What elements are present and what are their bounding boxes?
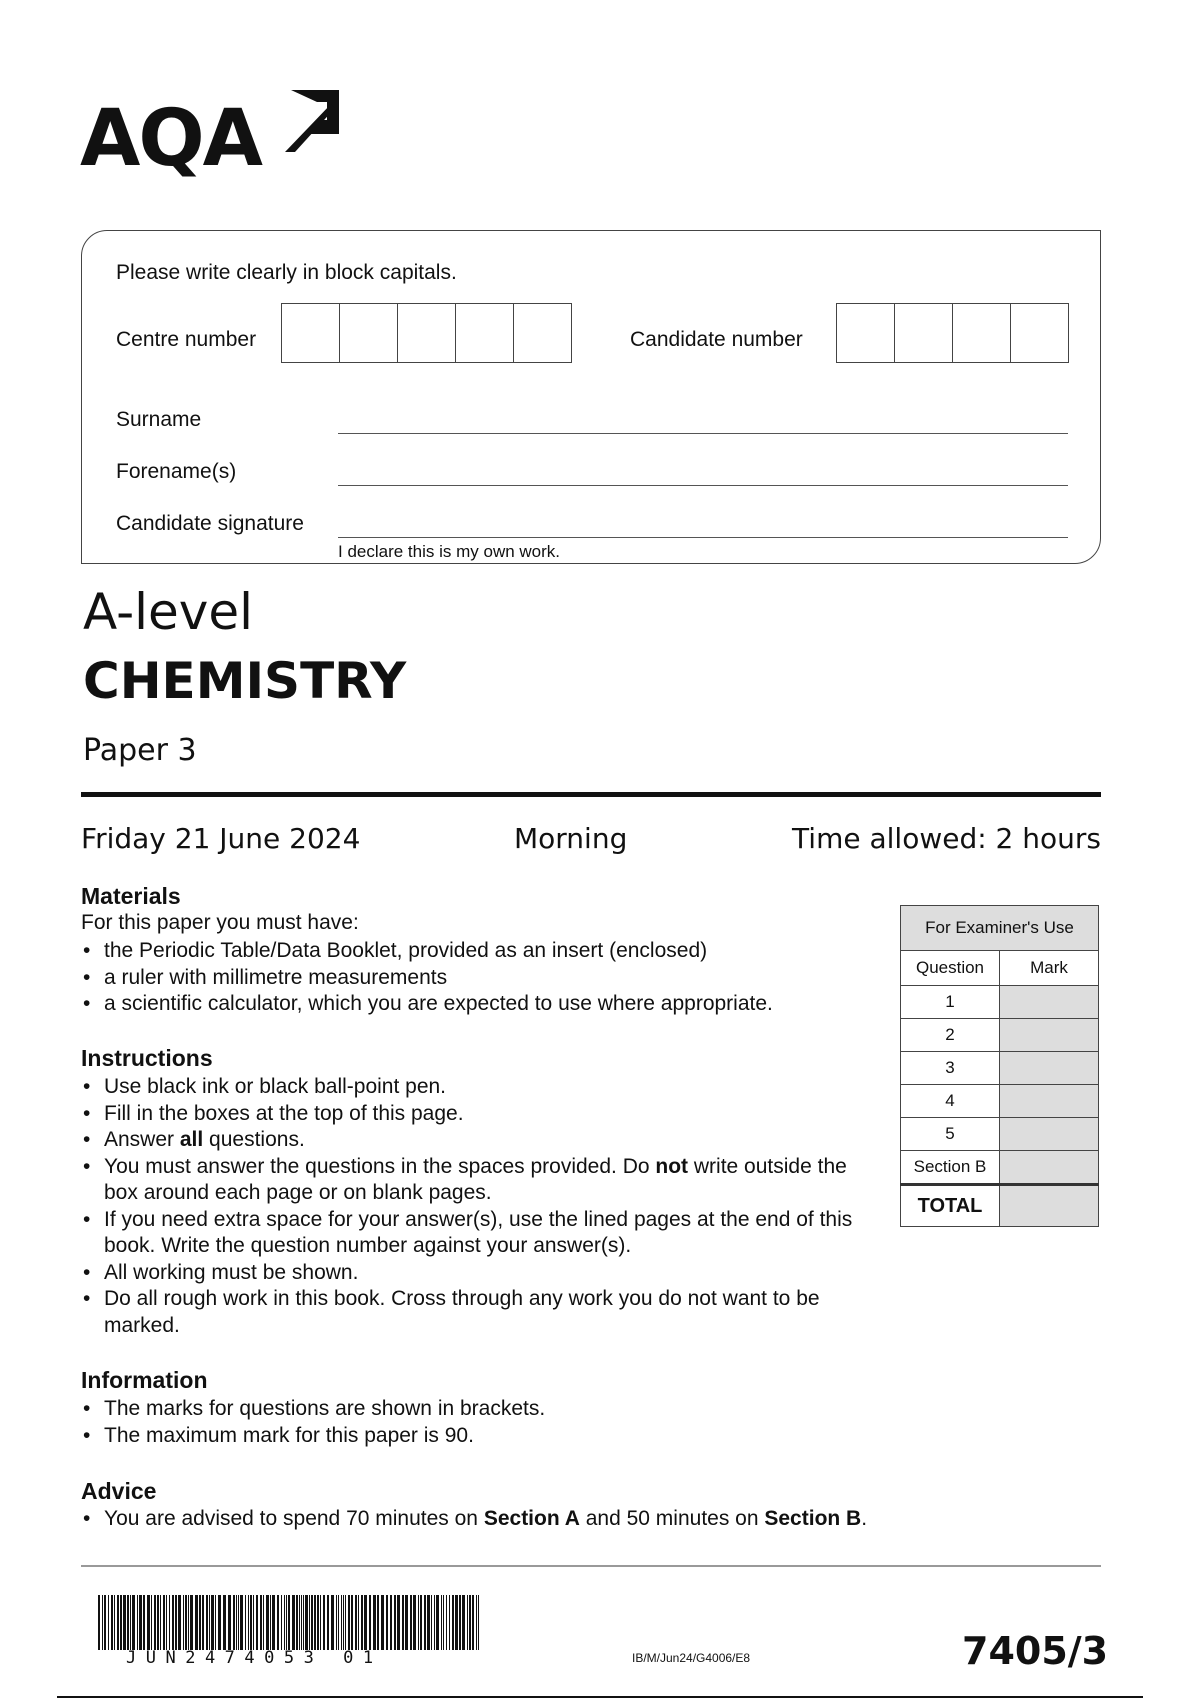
barcode-image [98, 1595, 483, 1650]
instruction-text: Answer [104, 1128, 180, 1151]
centre-digit-box[interactable] [340, 304, 398, 362]
aqa-logo [80, 90, 350, 185]
declaration-text: I declare this is my own work. [338, 542, 561, 561]
centre-number-boxes[interactable] [281, 303, 572, 363]
exam-session: Morning [514, 822, 628, 855]
materials-list [81, 938, 861, 1018]
materials-heading: Materials [81, 883, 181, 909]
exam-date: Friday 21 June 2024 [81, 822, 361, 855]
surname-label: Surname [116, 408, 202, 431]
advice-text: You are advised to spend 70 minutes on [104, 1507, 484, 1530]
mark-cell [1000, 1151, 1099, 1185]
centre-digit-box[interactable] [398, 304, 456, 362]
mark-column-header: Mark [1000, 951, 1099, 986]
question-number-cell: 4 [901, 1085, 1000, 1118]
total-mark-cell [1000, 1185, 1099, 1227]
logo-text: AQA [80, 94, 262, 184]
mark-cell [1000, 986, 1099, 1019]
emphasis: Section B [764, 1507, 862, 1530]
surname-line[interactable] [338, 433, 1068, 434]
mark-cell [1000, 1085, 1099, 1118]
instruction-text: Fill in the boxes at the top of this page. [104, 1101, 464, 1125]
instruction-text: write outside the box around each page or on blank pages. [104, 1154, 847, 1204]
question-number-cell: 1 [901, 986, 1000, 1019]
candidate-number-boxes[interactable] [836, 303, 1069, 363]
forename-line[interactable] [338, 485, 1068, 486]
question-number-cell: 3 [901, 1052, 1000, 1085]
signature-line[interactable] [338, 537, 1068, 538]
instruction-text: All working must be shown. [104, 1260, 359, 1284]
mark-cell [1000, 1118, 1099, 1151]
list-item [81, 1074, 871, 1101]
information-list [81, 1396, 881, 1449]
question-column-header: Question [901, 951, 1000, 986]
instructions-list [81, 1074, 871, 1339]
question-number-cell: Section B [901, 1151, 1000, 1185]
centre-number-label: Centre number [116, 328, 257, 351]
footer-rule [81, 1565, 1101, 1567]
centre-digit-box[interactable] [282, 304, 340, 362]
list-item [81, 1207, 871, 1260]
emphasis: Section A [483, 1507, 580, 1530]
advice-text: and 50 minutes on [579, 1507, 765, 1530]
barcode-digits: JUN2474053 01 [126, 1648, 383, 1668]
emphasis: not [655, 1154, 689, 1178]
list-item [81, 1286, 871, 1339]
signature-label: Candidate signature [116, 512, 304, 535]
qualification-level: A-level [83, 583, 254, 641]
question-number-cell: 5 [901, 1118, 1000, 1151]
candidate-digit-box[interactable] [953, 304, 1011, 362]
title-rule [81, 792, 1101, 797]
time-allowed: Time allowed: 2 hours [792, 822, 1101, 855]
list-item [81, 1101, 871, 1128]
instruction-text: You must answer the questions in the spaces provided. Do [104, 1154, 656, 1178]
materials-intro: For this paper you must have: [81, 911, 359, 934]
advice-list [81, 1506, 981, 1533]
instruction-text: Do all rough work in this book. Cross through any work you do not want to be marked. [104, 1287, 820, 1337]
list-item [81, 1154, 871, 1207]
forename-label: Forename(s) [116, 460, 237, 483]
instruction-text: questions. [203, 1128, 305, 1151]
paper-number: Paper 3 [83, 733, 197, 768]
instruction-text: If you need extra space for your answer(s), use the lined pages at the end of this book. Write the question number against your answer(s). [104, 1207, 853, 1257]
list-item: • a ruler with millimetre measurements [81, 965, 861, 992]
list-item [81, 1506, 981, 1533]
question-number-cell: 2 [901, 1019, 1000, 1052]
aqa-logo-mark-icon [283, 90, 343, 155]
centre-digit-box[interactable] [456, 304, 514, 362]
information-heading: Information [81, 1367, 208, 1393]
mark-cell [1000, 1019, 1099, 1052]
examiner-use-table [900, 905, 1099, 1227]
candidate-number-label: Candidate number [630, 328, 803, 351]
instructions-heading: Instructions [81, 1045, 213, 1071]
list-item [81, 1127, 871, 1154]
list-item: • The maximum mark for this paper is 90. [81, 1423, 881, 1450]
candidate-digit-box[interactable] [837, 304, 895, 362]
advice-text: . [861, 1507, 868, 1530]
examiner-table-title: For Examiner's Use [901, 906, 1099, 951]
list-item: • the Periodic Table/Data Booklet, provided as an insert (enclosed) [81, 938, 861, 965]
list-item: • a scientific calculator, which you are expected to use where appropriate. [81, 991, 861, 1018]
total-label: TOTAL [901, 1185, 1000, 1227]
paper-code: 7405/3 [962, 1629, 1109, 1673]
subject-title: CHEMISTRY [83, 652, 407, 710]
centre-digit-box[interactable] [514, 304, 571, 362]
candidate-digit-box[interactable] [895, 304, 953, 362]
emphasis: all [179, 1128, 204, 1151]
document-reference: IB/M/Jun24/G4006/E8 [632, 1651, 751, 1665]
mark-cell [1000, 1052, 1099, 1085]
advice-heading: Advice [81, 1478, 157, 1504]
candidate-digit-box[interactable] [1011, 304, 1068, 362]
instruction-text: Use black ink or black ball-point pen. [104, 1075, 447, 1098]
page-bottom-rule [57, 1696, 1143, 1698]
form-instruction: Please write clearly in block capitals. [116, 261, 457, 284]
list-item [81, 1260, 871, 1287]
list-item: • The marks for questions are shown in brackets. [81, 1396, 881, 1423]
